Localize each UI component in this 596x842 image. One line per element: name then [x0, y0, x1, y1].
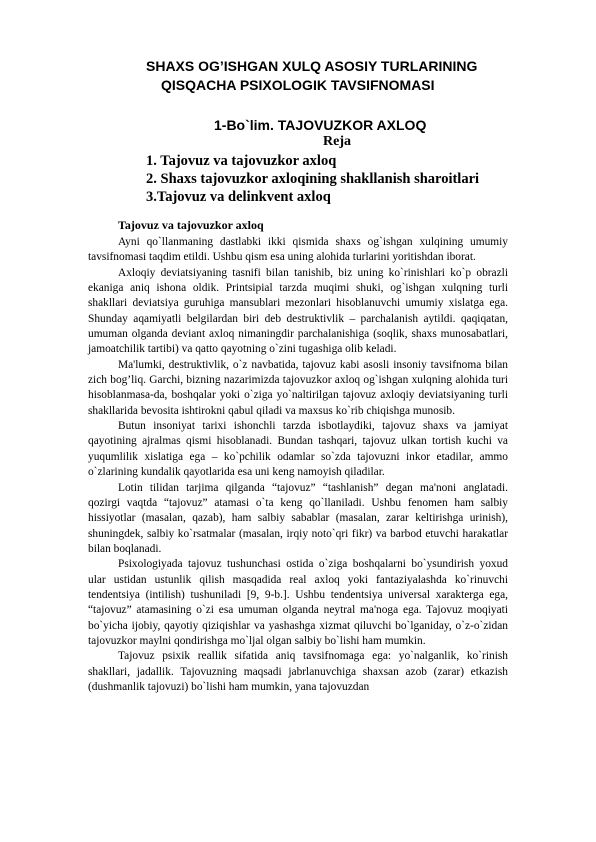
paragraph: Psixologiyada tajovuz tushunchasi ostida o`ziga boshqalarni bo`ysundirish yoxud ular ustidan ustunlik qilish masqadida real axloq yoki fantaziyalashda ko`rinuvchi tendentsiya (intilish) tushuniladi [9, 9-b.]. Ushbu tendentsiya universal xarakterga ega, “tajovuz” atamasining o`zi esa umuman olganda neytral ma'noga ega. Tajovuz moqiyati bo`yicha ijobiy, qayotiy qiziqishlar va yashashga xizmat qiluvchi bo`lganiday, o`z-o`zidan tajovuzkor maylni qondirishga mo`ljal olgan salbiy bo`lishi ham mumkin.	[88, 558, 508, 647]
plan-list	[146, 152, 479, 206]
body-text	[88, 235, 508, 695]
plan-item: 3.Tajovuz va delinkvent axloq	[146, 189, 331, 205]
document-title-line-1: SHAXS OG’ISHGAN XULQ ASOSIY TURLARINING	[146, 58, 478, 74]
plan-heading: Reja	[323, 134, 351, 149]
paragraph: Axloqiy deviatsiyaning tasnifi bilan tanishib, biz uning ko`rinishlari ko`p obrazli ekaniga aniq ishona oldik. Printsipial tarzda muqimi shuki, og`ishgan xulqning turli shakllari deviatsiya guruhiga mansublari mezonlari hisoblanuvchi umumiy xislatga ega. Shunday aqamiyatli belgilardan biri deb destruktivlik – parchalanish aytildi. qaqiqatan, umuman olganda deviant axloq nimaningdir parchalanishiga (soqlik, shaxs munosabatlari, jamoatchilik tartibi) va qatto qayotning o`zini tugashiga olib keladi.	[88, 266, 508, 356]
plan-item: 2. Shaxs tajovuzkor axloqining shakllanish sharoitlari	[146, 171, 480, 187]
paragraph: Lotin tilidan tarjima qilganda “tajovuz” “tashlanish” degan ma'noni anglatadi. qozirgi vaqtda “tajovuz” atamasi o`ta keng qo`llaniladi. Ushbu fenomen ham salbiy hissiyotlar (masalan, qazab), ham salbiy sabablar (masalan, zarar keltirishga urinish), shuningdek, salbiy ko`rsatmalar (masalan, irqiy noto`qri fikr) va barbod etuvchi harakatlar bilan boqlanadi.	[88, 481, 508, 555]
document-title-line-2: QISQACHA PSIXOLOGIK TAVSIFNOMASI	[161, 77, 435, 93]
paragraph: Tajovuz psixik reallik sifatida aniq tavsifnomaga ega: yo`nalganlik, ko`rinish shakllari, jadallik. Tajovuzning maqsadi jabrlanuvchiga shaxsan azob (zarar) etkazish (dushmanlik tajovuzi) bo`lishi ham mumkin, yana tajovuzdan	[88, 650, 508, 693]
paragraph: Ma'lumki, destruktivlik, o`z navbatida, tajovuz kabi asosli insoniy tavsifnoma bilan zich bog’liq. Garchi, bizning nazarimizda tajovuzkor axloq og`ishgan xulqning alohida turi hisoblanmasa-da, boshqalar yoki o`ziga yo`naltirilgan tajovuz axloqiy deviatsiyaning turli shakllarida bevosita ishtirokni qabul qiladi va maxsus ko`rib chiqishga munosib.	[88, 358, 508, 417]
paragraph: Butun insoniyat tarixi ishonchli tarzda isbotlaydiki, tajovuz shaxs va jamiyat qayotining ajralmas qismi hisoblanadi. Bundan tashqari, tajovuz ulkan tortish kuchi va yuqumlilik xislatiga ega – ko`pchilik odamlar so`zda tajovuzni inkor etadilar, ammo o`zlarining kundalik qayotlarida esa uni keng namoyish qiladilar.	[88, 420, 508, 479]
lesson-title: 1-Bo`lim. TAJOVUZKOR AXLOQ	[214, 117, 427, 133]
section-heading: Tajovuz va tajovuzkor axloq	[118, 218, 264, 232]
plan-item: 1. Tajovuz va tajovuzkor axloq	[146, 153, 337, 169]
paragraph: Ayni qo`llanmaning dastlabki ikki qismida shaxs og`ishgan xulqining umumiy tavsifnomasi taqdim etildi. Ushbu qism esa uning alohida turlarini yoritishdan iborat.	[88, 236, 508, 264]
